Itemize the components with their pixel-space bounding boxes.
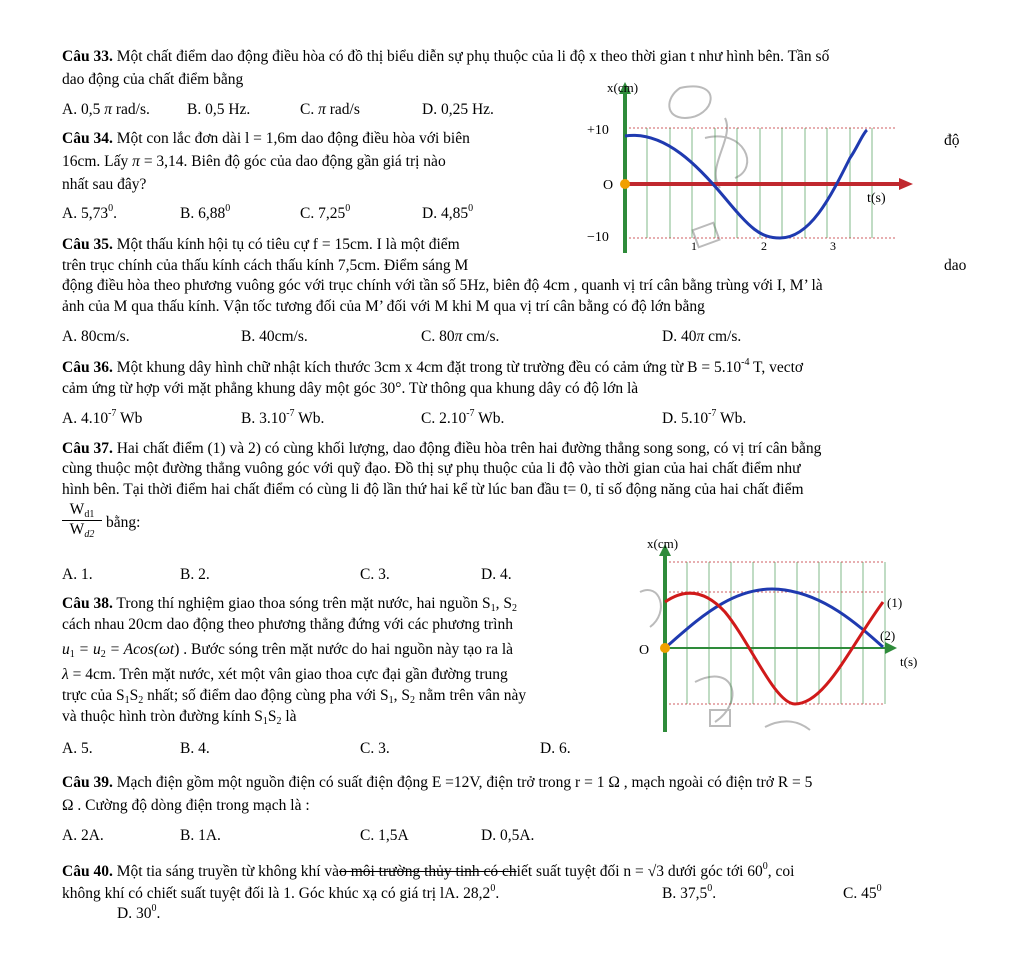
q37-line2: cùng thuộc một đường thẳng vuông góc với quỹ đạo. Đồ thị sự phụ thuộc của li độ vào thời gian của hai chất điểm như (62, 460, 801, 477)
q34-option-d: D. 4,85$^0$ (422, 203, 474, 222)
q33-option-c: C. π rad/s (300, 101, 360, 118)
tick-zero: O (603, 178, 614, 193)
q39-option-c: C. 1,5A (360, 827, 409, 844)
origin-label-2: O (639, 643, 650, 658)
y-axis-label-2: x(cm) (647, 536, 679, 551)
q36-option-c: C. $2.10^{-7}$ Wb. (421, 408, 505, 427)
q35-option-d: D. 40π cm/s. (662, 328, 742, 345)
q38-line5: trực của $S_1S_2$ nhất; số điểm dao động cùng pha với $S_1$, $S_2$ nằm trên vân này (62, 687, 527, 706)
q38-line2: cách nhau 20cm dao động theo phương thẳng đứng với các phương trình (62, 616, 513, 633)
tick-t1: 1 (691, 239, 697, 253)
q36-option-b: B. $3.10^{-7}$ Wb. (241, 408, 325, 427)
q38-line6: và thuộc hình tròn đường kính $S_1S_2$ là (62, 708, 297, 727)
q34-option-c: C. 7,25$^0$ (300, 203, 351, 222)
q37-option-c: C. 3. (360, 566, 390, 583)
curve-1-label: (1) (887, 595, 903, 610)
q33-option-b: B. 0,5 Hz. (187, 101, 251, 118)
q36-option-d: D. $5.10^{-7}$ Wb. (662, 408, 747, 427)
q35-line2-end: dao (944, 257, 967, 274)
q34-line3: nhất sau đây? (62, 176, 147, 193)
origin-dot (620, 179, 630, 189)
tick-t2: 2 (761, 239, 767, 253)
oscillation-graph-q37 (625, 532, 935, 737)
q35-option-c: C. 80π cm/s. (421, 328, 500, 345)
q38-line1: Câu 38. Trong thí nghiệm giao thoa sóng trên mặt nước, hai nguồn $S_1$, $S_2$ (62, 595, 518, 614)
q34-line1: Câu 34. Một con lắc đơn dài l = 1,6m dao động điều hòa với biên (62, 130, 470, 147)
q39-option-a: A. 2A. (62, 827, 104, 844)
q36-line2: cảm ứng từ hợp với mặt phẳng khung dây một góc 30°. Từ thông qua khung dây có độ lớn là (62, 380, 639, 397)
q39-option-b: B. 1A. (180, 827, 221, 844)
q33-line1: Câu 33. Một chất điểm dao động điều hòa có đồ thị biểu diễn sự phụ thuộc của li độ x theo thời gian t như hình bên. Tần số (62, 48, 830, 65)
q33-line2: dao động của chất điểm bằng (62, 71, 244, 88)
origin-dot-2 (660, 643, 670, 653)
q37-line3: hình bên. Tại thời điểm hai chất điểm có cùng li độ lần thứ hai kể từ lúc ban đầu t= 0, tỉ số động năng của hai chất điểm (62, 481, 804, 498)
q33-option-a: A. 0,5 π rad/s. (62, 101, 150, 118)
q38-line3: $u_1 = u_2 = Acos(\omega t)$ . Bước sóng trên mặt nước do hai nguồn này tạo ra là (62, 641, 514, 660)
energy-ratio-fraction: $\frac{W_{d1}}{W_{d2}}$ (62, 501, 102, 539)
q35-option-b: B. 40cm/s. (241, 328, 308, 345)
q35-option-a: A. 80cm/s. (62, 328, 130, 345)
q39-option-d: D. 0,5A. (481, 827, 535, 844)
y-axis-label: x(cm) (607, 80, 639, 95)
q38-option-b: B. 4. (180, 740, 210, 757)
t-axis-label: t(s) (867, 191, 886, 206)
q37-option-d: D. 4. (481, 566, 512, 583)
q36-line1: Câu 36. Một khung dây hình chữ nhật kích thước 3cm x 4cm đặt trong từ trường đều có cảm ứng từ $B = 5.10^{-4}$ T, vectơ (62, 357, 804, 376)
q35-line4: ảnh của M qua thấu kính. Vận tốc tương đối của M’ đối với M khi M qua vị trí cân bằng có độ lớn bằng (62, 298, 705, 315)
q34-line1-end: độ (944, 132, 960, 149)
q37-option-a: A. 1. (62, 566, 93, 583)
q38-option-d: D. 6. (540, 740, 571, 757)
q35-line1: Câu 35. Một thấu kính hội tụ có tiêu cự f = 15cm. I là một điểm (62, 236, 460, 253)
q34-option-a: A. 5,73$^0$. (62, 203, 117, 222)
q40-line1: Câu 40. Một tia sáng truyền từ không khí vào môi trường thủy tinh có chiết suất tuyệt đối n = √3 dưới góc tới $60^0$, coi (62, 861, 795, 880)
q38-option-c: C. 3. (360, 740, 390, 757)
q38-line4: λ = 4cm. Trên mặt nước, xét một vân giao thoa cực đại gần đường trung (62, 666, 508, 683)
q39-line1: Câu 39. Mạch điện gồm một nguồn điện có suất điện động E =12V, điện trở trong r = 1 Ω , mạch ngoài có điện trở R = 5 (62, 774, 813, 791)
q35-line3: động điều hòa theo phương vuông góc với trục chính với tần số 5Hz, biên độ 4cm , quanh vị trí cân bằng trùng với I, M’ là (62, 277, 823, 294)
curve-2-label: (2) (880, 628, 896, 643)
q37-line1: Câu 37. Hai chất điểm (1) và 2) có cùng khối lượng, dao động điều hòa trên hai đường thẳng song song, có vị trí cân bằng (62, 440, 822, 457)
q40-option-d: D. $30^0$. (117, 903, 161, 922)
tick-t3: 3 (830, 239, 836, 253)
q34-option-b: B. 6,88$^0$ (180, 203, 231, 222)
oscillation-graph-q33 (585, 78, 920, 258)
q36-option-a: A. $4.10^{-7}$ Wb (62, 408, 143, 427)
tick-plus10: +10 (587, 123, 609, 138)
t-arrow-icon (899, 178, 913, 190)
q40-option-b: B. 37,5$^0$. (662, 883, 717, 902)
q38-option-a: A. 5. (62, 740, 93, 757)
q40-line2: không khí có chiết suất tuyệt đối là 1. Góc khúc xạ có giá trị lA. 28,2$^0$. (62, 883, 500, 902)
t-arrow-icon-2 (885, 642, 897, 654)
q35-line2: trên trục chính của thấu kính cách thấu kính 7,5cm. Điểm sáng M (62, 257, 469, 274)
t-axis-label-2: t(s) (900, 654, 918, 669)
q37-option-b: B. 2. (180, 566, 210, 583)
q40-option-c: C. $45^0$ (843, 883, 882, 902)
vertical-grid-2 (687, 562, 885, 704)
watermark-shapes (669, 86, 747, 247)
q37-after: bằng: (106, 514, 141, 531)
curve-1 (665, 589, 883, 648)
q33-option-d: D. 0,25 Hz. (422, 101, 494, 118)
tick-minus10: −10 (587, 230, 609, 245)
q34-line2: 16cm. Lấy π = 3,14. Biên độ góc của dao động gần giá trị nào (62, 153, 446, 170)
q39-line2: Ω . Cường độ dòng điện trong mạch là : (62, 797, 310, 814)
